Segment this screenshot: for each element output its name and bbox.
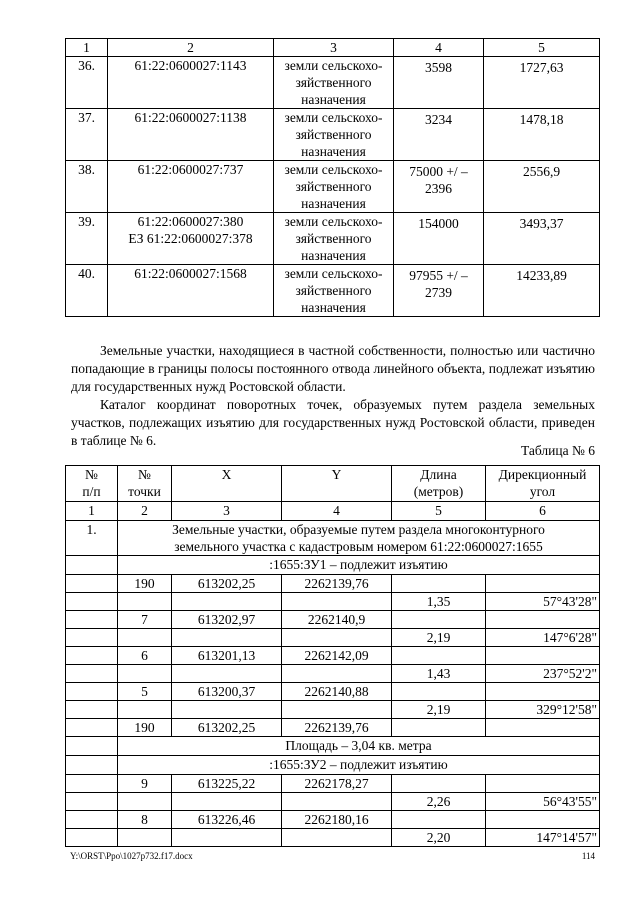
- plot-area: 97955 +/ – 2739: [394, 265, 484, 317]
- cadastral-number: 61:22:0600027:1143: [108, 57, 274, 109]
- area-summary: Площадь – 3,04 кв. метра: [118, 737, 600, 756]
- header-cell: Длина (метров): [392, 466, 486, 502]
- header-cell: 3: [274, 39, 394, 57]
- header-cell: № п/п: [66, 466, 118, 502]
- point-number: 5: [118, 683, 172, 701]
- segment-length: 2,26: [392, 793, 486, 811]
- column-number: 4: [282, 502, 392, 521]
- column-number: 6: [486, 502, 600, 521]
- plot-area: 3598: [394, 57, 484, 109]
- column-number: 5: [392, 502, 486, 521]
- paragraph: Каталог координат поворотных точек, образуемых путем раздела земельных участков, подлежащих изъятию для государственных нужд Ростовской области, приведен в таблице № 6.: [71, 397, 595, 448]
- segment-length: 2,20: [392, 829, 486, 847]
- segment-length: 2,19: [392, 701, 486, 719]
- plot-value: 1478,18: [484, 109, 600, 161]
- table-row: [66, 521, 600, 556]
- plot-value: 3493,37: [484, 213, 600, 265]
- point-number: 9: [118, 775, 172, 793]
- segment-length: 2,19: [392, 629, 486, 647]
- point-row: [66, 719, 600, 737]
- plot-value: 2556,9: [484, 161, 600, 213]
- row-number: 37.: [66, 109, 108, 161]
- row-number: 1.: [66, 521, 118, 556]
- table-row: [66, 213, 600, 265]
- row-number: 36.: [66, 57, 108, 109]
- segment-row: [66, 665, 600, 683]
- coord-y: 2262139,76: [282, 719, 392, 737]
- plot-value: 1727,63: [484, 57, 600, 109]
- column-number: 3: [172, 502, 282, 521]
- land-category: земли сельскохо- зяйственного назначения: [274, 161, 394, 213]
- table-caption: Таблица № 6: [521, 443, 595, 458]
- table-row: [66, 57, 600, 109]
- row-title: Земельные участки, образуемые путем раздела многоконтурного земельного участка с кадастровым номером 61:22:0600027:1655: [118, 521, 600, 556]
- point-row: [66, 811, 600, 829]
- table-header-row: [66, 39, 600, 57]
- segment-row: [66, 593, 600, 611]
- point-row: [66, 575, 600, 593]
- header-cell: № точки: [118, 466, 172, 502]
- direction-angle: 147°6'28": [486, 629, 600, 647]
- cadastral-number: 61:22:0600027:1138: [108, 109, 274, 161]
- page-number: 114: [581, 851, 595, 861]
- coord-y: 2262139,76: [282, 575, 392, 593]
- segment-row: [66, 829, 600, 847]
- row-number: 39.: [66, 213, 108, 265]
- direction-angle: 329°12'58": [486, 701, 600, 719]
- coord-x: 613202,25: [172, 719, 282, 737]
- row-number: 40.: [66, 265, 108, 317]
- coord-x: 613226,46: [172, 811, 282, 829]
- coord-y: 2262140,9: [282, 611, 392, 629]
- land-category: земли сельскохо- зяйственного назначения: [274, 213, 394, 265]
- segment-row: [66, 629, 600, 647]
- column-number: 1: [66, 502, 118, 521]
- segment-length: 1,35: [392, 593, 486, 611]
- area-row: [66, 737, 600, 756]
- section-row: [66, 556, 600, 575]
- plot-area: 3234: [394, 109, 484, 161]
- segment-length: 1,43: [392, 665, 486, 683]
- point-number: 8: [118, 811, 172, 829]
- row-number: 38.: [66, 161, 108, 213]
- cadastral-number: 61:22:0600027:1568: [108, 265, 274, 317]
- segment-row: [66, 701, 600, 719]
- coord-x: 613201,13: [172, 647, 282, 665]
- plot-value: 14233,89: [484, 265, 600, 317]
- point-number: 190: [118, 575, 172, 593]
- land-category: земли сельскохо- зяйственного назначения: [274, 265, 394, 317]
- direction-angle: 56°43'55": [486, 793, 600, 811]
- cadastral-number: 61:22:0600027:737: [108, 161, 274, 213]
- coord-x: 613225,22: [172, 775, 282, 793]
- coord-y: 2262140,88: [282, 683, 392, 701]
- land-category: земли сельскохо- зяйственного назначения: [274, 57, 394, 109]
- land-category: земли сельскохо- зяйственного назначения: [274, 109, 394, 161]
- header-cell: X: [172, 466, 282, 502]
- header-cell: 4: [394, 39, 484, 57]
- paragraph: Земельные участки, находящиеся в частной собственности, полностью или частично попадающие в границы полосы постоянного отвода линейного объекта, подлежат изъятию для государственных нужд Ростовской области.: [71, 343, 595, 394]
- section-title: :1655:ЗУ2 – подлежит изъятию: [118, 756, 600, 775]
- column-number: 2: [118, 502, 172, 521]
- direction-angle: 57°43'28": [486, 593, 600, 611]
- footer-file-path: Y:\ORST\Ppo\1027p732.f17.docx: [70, 851, 193, 861]
- cadastral-number: 61:22:0600027:380 ЕЗ 61:22:0600027:378: [108, 213, 274, 265]
- body-text: [71, 342, 595, 450]
- land-plots-table: [65, 38, 600, 317]
- coord-y: 2262142,09: [282, 647, 392, 665]
- header-cell: 2: [108, 39, 274, 57]
- coord-y: 2262178,27: [282, 775, 392, 793]
- table-row: [66, 161, 600, 213]
- point-number: 6: [118, 647, 172, 665]
- plot-area: 154000: [394, 213, 484, 265]
- coordinates-table: [65, 465, 600, 847]
- point-row: [66, 683, 600, 701]
- plot-area: 75000 +/ – 2396: [394, 161, 484, 213]
- header-cell: 1: [66, 39, 108, 57]
- section-row: [66, 756, 600, 775]
- section-title: :1655:ЗУ1 – подлежит изъятию: [118, 556, 600, 575]
- point-row: [66, 775, 600, 793]
- direction-angle: 147°14'57": [486, 829, 600, 847]
- header-cell: 5: [484, 39, 600, 57]
- header-cell: Дирекционный угол: [486, 466, 600, 502]
- coord-x: 613202,25: [172, 575, 282, 593]
- table-row: [66, 265, 600, 317]
- direction-angle: 237°52'2": [486, 665, 600, 683]
- coord-x: 613202,97: [172, 611, 282, 629]
- header-cell: Y: [282, 466, 392, 502]
- point-row: [66, 611, 600, 629]
- table-row: [66, 109, 600, 161]
- coord-x: 613200,37: [172, 683, 282, 701]
- column-numbers-row: [66, 502, 600, 521]
- table-header-row: [66, 466, 600, 502]
- point-number: 7: [118, 611, 172, 629]
- segment-row: [66, 793, 600, 811]
- point-number: 190: [118, 719, 172, 737]
- coord-y: 2262180,16: [282, 811, 392, 829]
- point-row: [66, 647, 600, 665]
